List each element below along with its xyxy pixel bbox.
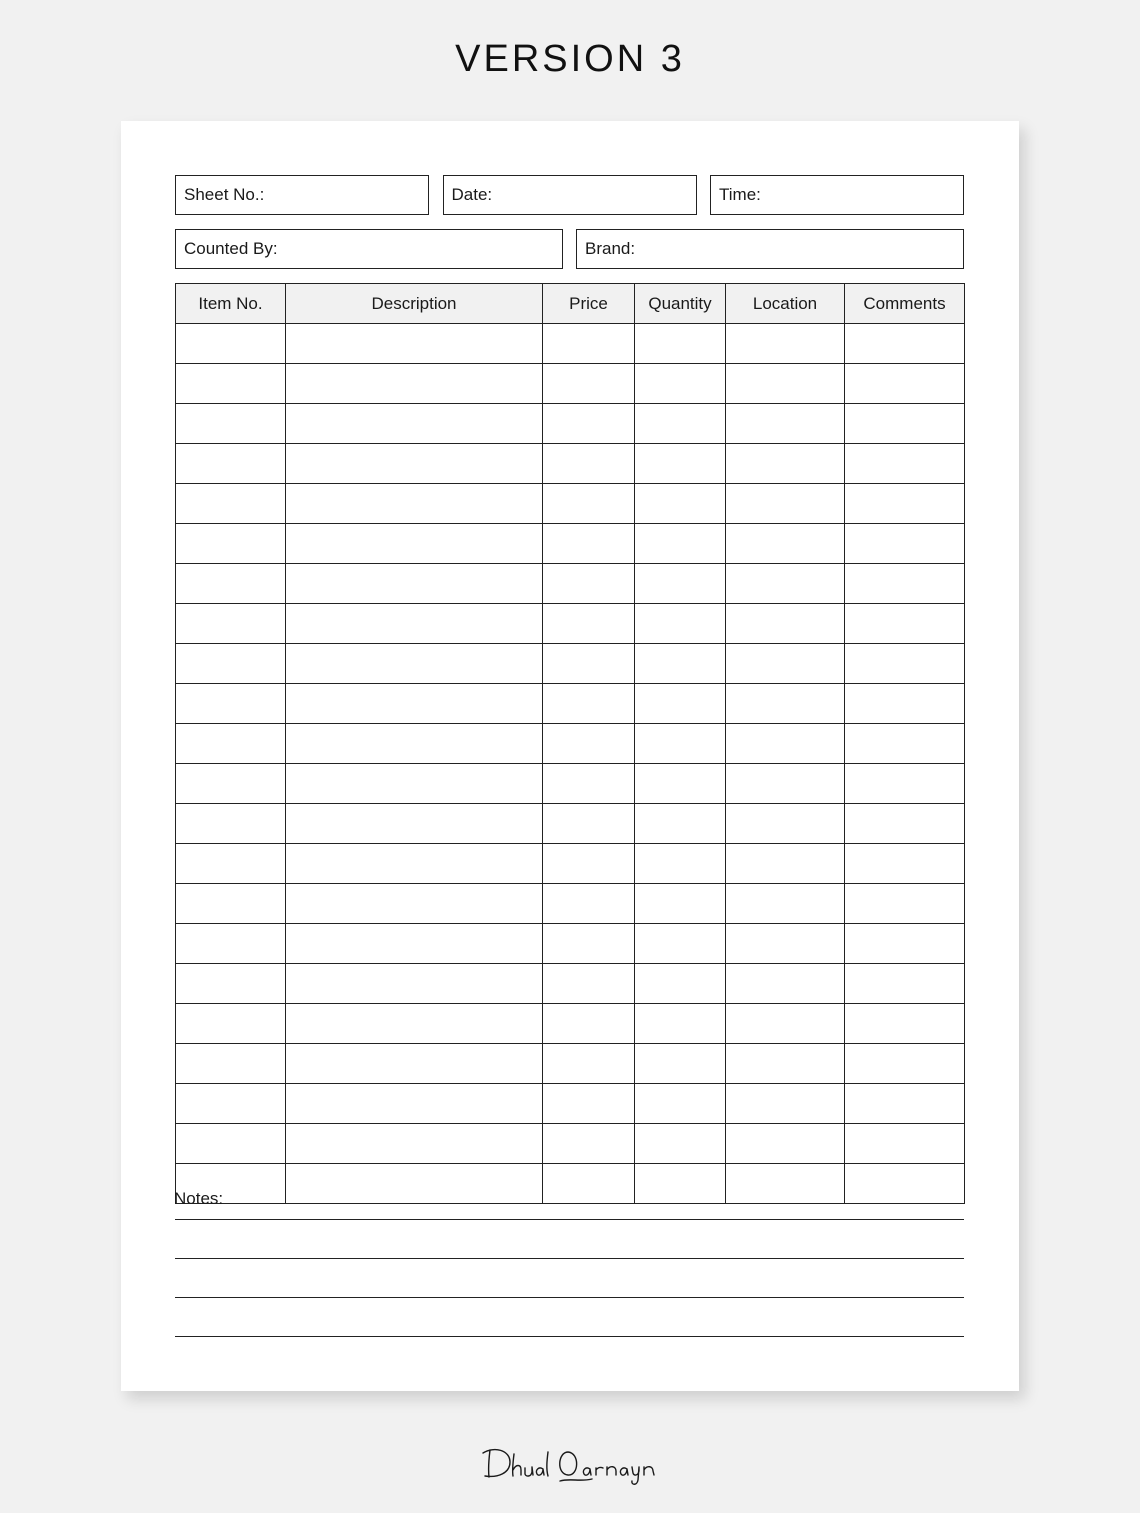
table-cell-description[interactable] [286,804,543,844]
table-row [176,804,965,844]
sheet-no-field[interactable]: Sheet No.: [175,175,429,215]
table-cell-description[interactable] [286,484,543,524]
table-cell-quantity[interactable] [635,1084,726,1124]
table-cell-price[interactable] [543,564,635,604]
table-cell-description[interactable] [286,1004,543,1044]
table-cell-item-no[interactable] [176,444,286,484]
counted-by-field[interactable]: Counted By: [175,229,563,269]
brand-field[interactable]: Brand: [576,229,964,269]
table-cell-description[interactable] [286,964,543,1004]
table-cell-description[interactable] [286,884,543,924]
table-cell-price[interactable] [543,444,635,484]
table-row [176,1004,965,1044]
table-row [176,884,965,924]
table-row [176,364,965,404]
table-row [176,604,965,644]
table-cell-comments[interactable] [845,1004,965,1044]
table-cell-comments[interactable] [845,364,965,404]
table-cell-comments[interactable] [845,884,965,924]
table-cell-price[interactable] [543,404,635,444]
inventory-sheet [121,121,1019,1391]
table-cell-price[interactable] [543,644,635,684]
table-cell-comments[interactable] [845,964,965,1004]
inventory-table [175,283,965,1204]
table-cell-comments[interactable] [845,604,965,644]
table-cell-comments[interactable] [845,804,965,844]
table-cell-quantity[interactable] [635,1124,726,1164]
notes-line[interactable] [175,1258,964,1259]
table-cell-quantity[interactable] [635,1164,726,1204]
column-header-location: Location [726,284,845,324]
table-cell-price[interactable] [543,724,635,764]
signature-logo-icon [480,1444,662,1488]
table-cell-item-no[interactable] [176,324,286,364]
table-cell-item-no[interactable] [176,604,286,644]
table-cell-description[interactable] [286,1084,543,1124]
time-field[interactable]: Time: [710,175,964,215]
table-cell-location[interactable] [726,1124,845,1164]
table-row [176,684,965,724]
table-cell-item-no[interactable] [176,964,286,1004]
header-fields-row-2 [175,229,964,269]
table-cell-description[interactable] [286,924,543,964]
table-cell-item-no[interactable] [176,1124,286,1164]
table-cell-comments[interactable] [845,684,965,724]
table-cell-description[interactable] [286,844,543,884]
table-cell-quantity[interactable] [635,924,726,964]
table-cell-comments[interactable] [845,484,965,524]
table-cell-item-no[interactable] [176,804,286,844]
table-cell-description[interactable] [286,364,543,404]
table-cell-price[interactable] [543,1124,635,1164]
table-cell-item-no[interactable] [176,364,286,404]
table-cell-location[interactable] [726,724,845,764]
table-cell-price[interactable] [543,964,635,1004]
table-cell-price[interactable] [543,1164,635,1204]
table-cell-item-no[interactable] [176,564,286,604]
table-cell-comments[interactable] [845,724,965,764]
table-cell-description[interactable] [286,764,543,804]
table-cell-location[interactable] [726,644,845,684]
table-row [176,844,965,884]
table-cell-item-no[interactable] [176,484,286,524]
table-cell-description[interactable] [286,604,543,644]
table-cell-quantity[interactable] [635,964,726,1004]
table-cell-location[interactable] [726,564,845,604]
table-cell-item-no[interactable] [176,684,286,724]
table-cell-location[interactable] [726,804,845,844]
table-cell-description[interactable] [286,644,543,684]
table-row [176,644,965,684]
table-cell-description[interactable] [286,724,543,764]
table-row [176,764,965,804]
table-cell-quantity[interactable] [635,444,726,484]
table-cell-comments[interactable] [845,924,965,964]
table-cell-comments[interactable] [845,564,965,604]
table-row [176,444,965,484]
table-cell-comments[interactable] [845,1084,965,1124]
column-header-quantity: Quantity [635,284,726,324]
table-cell-quantity[interactable] [635,524,726,564]
table-cell-quantity[interactable] [635,404,726,444]
table-cell-price[interactable] [543,684,635,724]
table-cell-location[interactable] [726,684,845,724]
notes-line[interactable] [175,1297,964,1298]
table-cell-quantity[interactable] [635,884,726,924]
table-cell-price[interactable] [543,1084,635,1124]
table-cell-description[interactable] [286,1124,543,1164]
table-cell-location[interactable] [726,1084,845,1124]
table-cell-item-no[interactable] [176,924,286,964]
table-header-row [176,284,965,324]
table-cell-location[interactable] [726,364,845,404]
column-header-item-no: Item No. [176,284,286,324]
table-cell-price[interactable] [543,1004,635,1044]
table-cell-quantity[interactable] [635,724,726,764]
table-cell-item-no[interactable] [176,1004,286,1044]
table-cell-comments[interactable] [845,524,965,564]
table-cell-description[interactable] [286,1164,543,1204]
table-cell-description[interactable] [286,404,543,444]
table-cell-location[interactable] [726,484,845,524]
table-cell-description[interactable] [286,564,543,604]
table-cell-quantity[interactable] [635,764,726,804]
table-cell-price[interactable] [543,924,635,964]
table-cell-location[interactable] [726,324,845,364]
table-cell-price[interactable] [543,604,635,644]
table-cell-comments[interactable] [845,1044,965,1084]
table-cell-quantity[interactable] [635,684,726,724]
table-cell-quantity[interactable] [635,644,726,684]
table-cell-comments[interactable] [845,644,965,684]
table-cell-item-no[interactable] [176,1044,286,1084]
table-cell-price[interactable] [543,804,635,844]
table-row [176,564,965,604]
table-cell-location[interactable] [726,404,845,444]
table-cell-description[interactable] [286,1044,543,1084]
table-row [176,1084,965,1124]
column-header-price: Price [543,284,635,324]
table-cell-price[interactable] [543,364,635,404]
table-row [176,724,965,764]
table-cell-location[interactable] [726,1044,845,1084]
table-row [176,484,965,524]
table-cell-comments[interactable] [845,764,965,804]
table-cell-quantity[interactable] [635,324,726,364]
table-cell-location[interactable] [726,604,845,644]
table-cell-quantity[interactable] [635,1004,726,1044]
table-cell-description[interactable] [286,524,543,564]
table-cell-comments[interactable] [845,404,965,444]
table-cell-item-no[interactable] [176,844,286,884]
table-cell-quantity[interactable] [635,804,726,844]
notes-line[interactable] [175,1336,964,1337]
table-cell-item-no[interactable] [176,724,286,764]
table-cell-location[interactable] [726,964,845,1004]
table-cell-quantity[interactable] [635,564,726,604]
table-cell-price[interactable] [543,884,635,924]
table-cell-price[interactable] [543,524,635,564]
table-cell-location[interactable] [726,764,845,804]
column-header-comments: Comments [845,284,965,324]
table-body [176,324,965,1204]
table-row [176,1124,965,1164]
table-cell-price[interactable] [543,764,635,804]
table-row [176,964,965,1004]
notes-label: Notes: [174,1189,224,1208]
table-cell-location[interactable] [726,444,845,484]
table-cell-quantity[interactable] [635,484,726,524]
table-cell-location[interactable] [726,884,845,924]
table-cell-price[interactable] [543,844,635,884]
table-row [176,1044,965,1084]
table-cell-comments[interactable] [845,1164,965,1204]
table-cell-item-no[interactable] [176,884,286,924]
table-cell-item-no[interactable] [176,404,286,444]
table-cell-description[interactable] [286,324,543,364]
table-row [176,324,965,364]
table-cell-price[interactable] [543,484,635,524]
table-cell-quantity[interactable] [635,364,726,404]
table-cell-item-no[interactable] [176,524,286,564]
table-cell-item-no[interactable] [176,764,286,804]
table-cell-location[interactable] [726,924,845,964]
table-cell-quantity[interactable] [635,844,726,884]
table-cell-comments[interactable] [845,844,965,884]
notes-line[interactable] [175,1219,964,1220]
table-row [176,1164,965,1204]
table-cell-quantity[interactable] [635,604,726,644]
table-cell-price[interactable] [543,1044,635,1084]
header-fields-row-1 [175,175,964,215]
table-cell-quantity[interactable] [635,1044,726,1084]
table-row [176,524,965,564]
table-cell-location[interactable] [726,1164,845,1204]
table-cell-location[interactable] [726,1004,845,1044]
table-cell-description[interactable] [286,444,543,484]
table-cell-comments[interactable] [845,444,965,484]
table-cell-location[interactable] [726,844,845,884]
table-row [176,924,965,964]
table-cell-item-no[interactable] [176,644,286,684]
page-title: VERSION 3 [455,38,685,80]
table-cell-comments[interactable] [845,1124,965,1164]
table-cell-price[interactable] [543,324,635,364]
table-cell-item-no[interactable] [176,1084,286,1124]
table-cell-description[interactable] [286,684,543,724]
date-field[interactable]: Date: [443,175,697,215]
table-cell-comments[interactable] [845,324,965,364]
table-cell-location[interactable] [726,524,845,564]
column-header-description: Description [286,284,543,324]
table-row [176,404,965,444]
